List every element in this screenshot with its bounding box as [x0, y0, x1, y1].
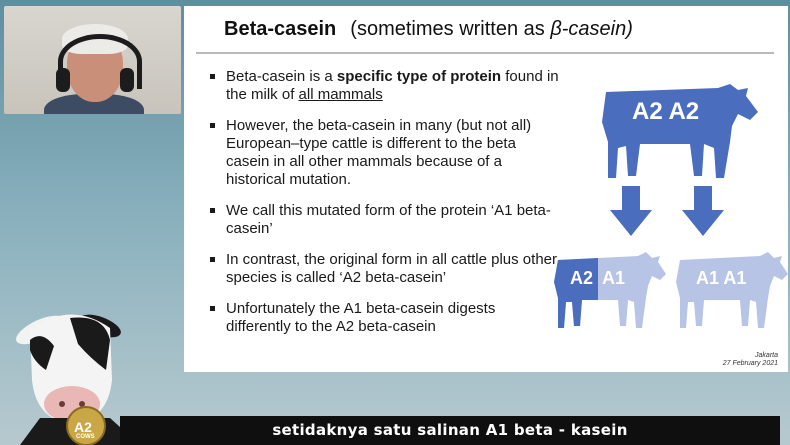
- bullet-list: [208, 68, 560, 349]
- title-subtitle-italic: β-casein): [550, 18, 633, 40]
- title-subtitle-prefix: (sometimes written as: [350, 18, 551, 40]
- subtitle-text: setidaknya satu salinan A1 beta - kasein: [272, 421, 628, 439]
- slide-title: [224, 18, 633, 41]
- cow-a2a2-icon: [600, 82, 762, 182]
- headset-ear-right: [120, 68, 134, 92]
- bullet-underlined-text: all mammals: [298, 86, 383, 103]
- cow-a2a1-label-a2: A2: [570, 268, 594, 288]
- mascot-badge-sub: COWS: [76, 434, 95, 440]
- title-divider: [196, 52, 774, 54]
- headset-ear-left: [56, 68, 70, 92]
- bullet-item: [208, 68, 560, 104]
- bullet-item: However, the beta-casein in many (but not all) European–type cattle is different to the beta casein in all other mammals because of a historical mutation.: [208, 117, 560, 189]
- bullet-text: found in the milk of: [226, 68, 559, 103]
- footnote-city: Jakarta: [755, 352, 778, 359]
- bullet-item: In contrast, the original form in all cattle plus other species is called ‘A2 beta-casein’: [208, 251, 560, 287]
- cow-a2a2-label: A2 A2: [632, 98, 700, 125]
- webcam-feed: [4, 6, 181, 114]
- title-main: Beta-casein: [224, 18, 337, 40]
- cow-a1a1-icon: [676, 252, 790, 332]
- title-subtitle: [350, 18, 633, 40]
- bullet-item: Unfortunately the A1 beta-casein digests differently to the A2 beta-casein: [208, 300, 560, 336]
- arrow-down-icon: [682, 186, 724, 236]
- footnote-date: 27 February 2021: [722, 360, 778, 367]
- cow-a1a1-label: A1 A1: [696, 268, 747, 288]
- mascot-badge-text: A2: [74, 419, 92, 435]
- bullet-item: We call this mutated form of the protein ‘A1 beta-casein’: [208, 202, 560, 238]
- slide-footnote: [723, 352, 778, 368]
- bullet-bold-text: specific type of protein: [336, 68, 502, 85]
- presentation-slide: [184, 6, 788, 372]
- cow-a2a1-label-a1: A1: [602, 268, 626, 288]
- arrow-down-icon: [610, 186, 652, 236]
- subtitle-bar: [120, 416, 780, 445]
- cow-a2a1-icon: [554, 252, 668, 332]
- bullet-text: Beta-casein is a: [226, 68, 337, 85]
